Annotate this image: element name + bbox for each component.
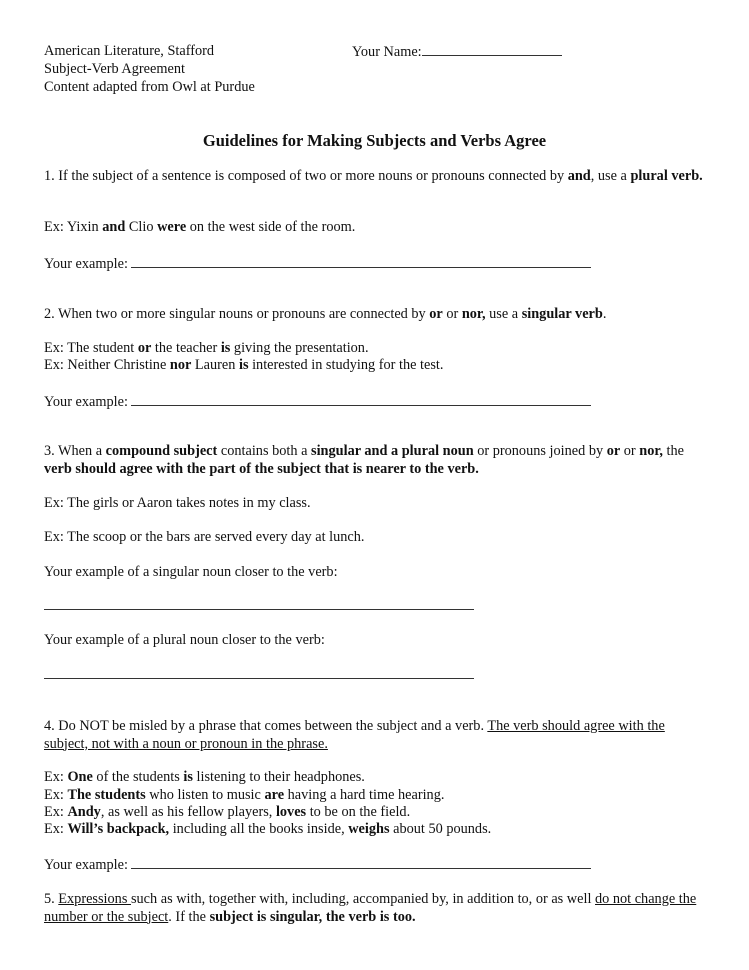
text-run: verb should agree with the part of the subject that is nearer to the verb. (44, 460, 479, 477)
text-run: Clio (125, 219, 158, 235)
text-run: nor, (639, 443, 663, 459)
header-topic: Subject-Verb Agreement (44, 61, 185, 77)
paragraph (44, 219, 704, 237)
text-run: who listen to music (145, 787, 265, 803)
text-run: subject is singular, the verb is too. (209, 908, 416, 925)
text-run: on the west side of the room. (186, 219, 356, 235)
text-run: Ex: (44, 787, 68, 803)
text-run: , use a (590, 168, 631, 184)
text-run: Your example of a singular noun closer to the verb: (44, 564, 338, 580)
text-run: is (183, 769, 193, 785)
text-run: Ex: (44, 821, 68, 837)
text-run: including all the books inside, (169, 821, 349, 837)
answer-blank[interactable] (131, 856, 591, 869)
text-run: 3. When a (44, 443, 106, 459)
text-run: use a (485, 306, 522, 322)
paragraph (44, 891, 704, 926)
text-run: 5. (44, 891, 59, 907)
paragraph (44, 564, 704, 582)
text-run: Ex: (44, 769, 68, 785)
text-run: . (602, 306, 607, 322)
paragraph (44, 787, 704, 805)
paragraph (44, 306, 704, 324)
your-example-field (44, 393, 704, 412)
your-example-label: Your example: (44, 256, 128, 272)
text-run: Ex: Yixin (44, 219, 103, 235)
answer-line (44, 666, 704, 685)
text-run: were (157, 219, 187, 235)
paragraph (44, 804, 704, 822)
answer-blank[interactable] (131, 255, 591, 268)
text-run: singular verb (521, 306, 603, 322)
text-run: Ex: The student (44, 340, 138, 356)
text-run: The students (67, 787, 146, 803)
text-run: compound subject (105, 443, 218, 459)
text-run: Ex: (44, 804, 68, 820)
text-run: the (662, 443, 685, 459)
text-run: of the students (92, 769, 184, 785)
text-run: plural verb. (630, 168, 703, 184)
paragraph (44, 718, 704, 753)
text-run: , as well as his fellow players, (100, 804, 276, 820)
text-run: . If the (168, 908, 210, 925)
text-run: Ex: Neither Christine (44, 357, 170, 373)
paragraph (44, 632, 704, 650)
text-run: or (429, 306, 443, 322)
text-run: or (606, 443, 621, 459)
text-run: Ex: The girls or Aaron takes notes in my class. (44, 495, 311, 511)
text-run: is (238, 357, 249, 373)
text-run: about 50 pounds. (389, 821, 492, 837)
answer-blank[interactable] (131, 393, 591, 406)
your-example-field (44, 255, 704, 274)
name-field[interactable] (352, 43, 652, 62)
text-run: do not change the number or the subject (44, 891, 697, 925)
header-source: Content adapted from Owl at Purdue (44, 79, 255, 95)
paragraph (44, 357, 704, 375)
text-run: Ex: The scoop or the bars are served every day at lunch. (44, 529, 365, 545)
text-run: One (67, 769, 93, 785)
text-run: 1. If the subject of a sentence is composed of two or more nouns or pronouns connected by (44, 168, 568, 184)
text-run: or (137, 340, 152, 356)
text-run: Your example of a plural noun closer to the verb: (44, 632, 325, 648)
text-run: or (442, 306, 462, 322)
text-run: is (220, 340, 231, 356)
text-run: having a hard time hearing. (284, 787, 445, 803)
paragraph (44, 340, 704, 358)
text-run: and (102, 219, 126, 235)
text-run: 4. Do NOT be misled by a phrase that comes between the subject and a verb. (44, 718, 488, 734)
text-run: 2. When two or more singular nouns or pronouns are connected by (44, 306, 430, 322)
text-run: Andy (67, 804, 101, 820)
text-run: nor (169, 357, 192, 373)
answer-blank[interactable] (44, 597, 474, 610)
answer-blank[interactable] (44, 666, 474, 679)
text-run: or (620, 443, 640, 459)
paragraph (44, 529, 704, 547)
your-example-label: Your example: (44, 857, 128, 873)
paragraph (44, 821, 704, 839)
text-run: contains both a (217, 443, 312, 459)
text-run: singular and a plural noun (311, 443, 474, 459)
text-run: the teacher (151, 340, 221, 356)
text-run: Will’s backpack, (67, 821, 170, 837)
text-run: The verb should agree with the subject, not with a noun or pronoun in the phrase. (44, 718, 665, 752)
text-run: listening to their headphones. (192, 769, 365, 785)
answer-line (44, 597, 704, 616)
text-run: and (567, 168, 591, 184)
your-example-label: Your example: (44, 394, 128, 410)
text-run: such as with, together with, including, accompanied by, in addition to, or as well (130, 891, 595, 907)
text-run: to be on the field. (306, 804, 411, 820)
text-run: Expressions (58, 891, 131, 907)
text-run: loves (275, 804, 307, 820)
name-blank[interactable] (422, 43, 562, 56)
text-run: giving the presentation. (230, 340, 369, 356)
text-run: weighs (348, 821, 390, 837)
paragraph (44, 168, 704, 186)
name-label: Your Name: (352, 44, 422, 60)
text-run: are (264, 787, 285, 803)
text-run: Lauren (191, 357, 239, 373)
paragraph (44, 769, 704, 787)
paragraph (44, 443, 704, 478)
page-title: Guidelines for Making Subjects and Verbs Agree (202, 131, 547, 150)
your-example-field (44, 856, 704, 875)
paragraph (44, 495, 704, 513)
text-run: interested in studying for the test. (248, 357, 444, 373)
text-run: or pronouns joined by (473, 443, 607, 459)
text-run: nor, (461, 306, 486, 322)
header-course: American Literature, Stafford (44, 43, 215, 59)
